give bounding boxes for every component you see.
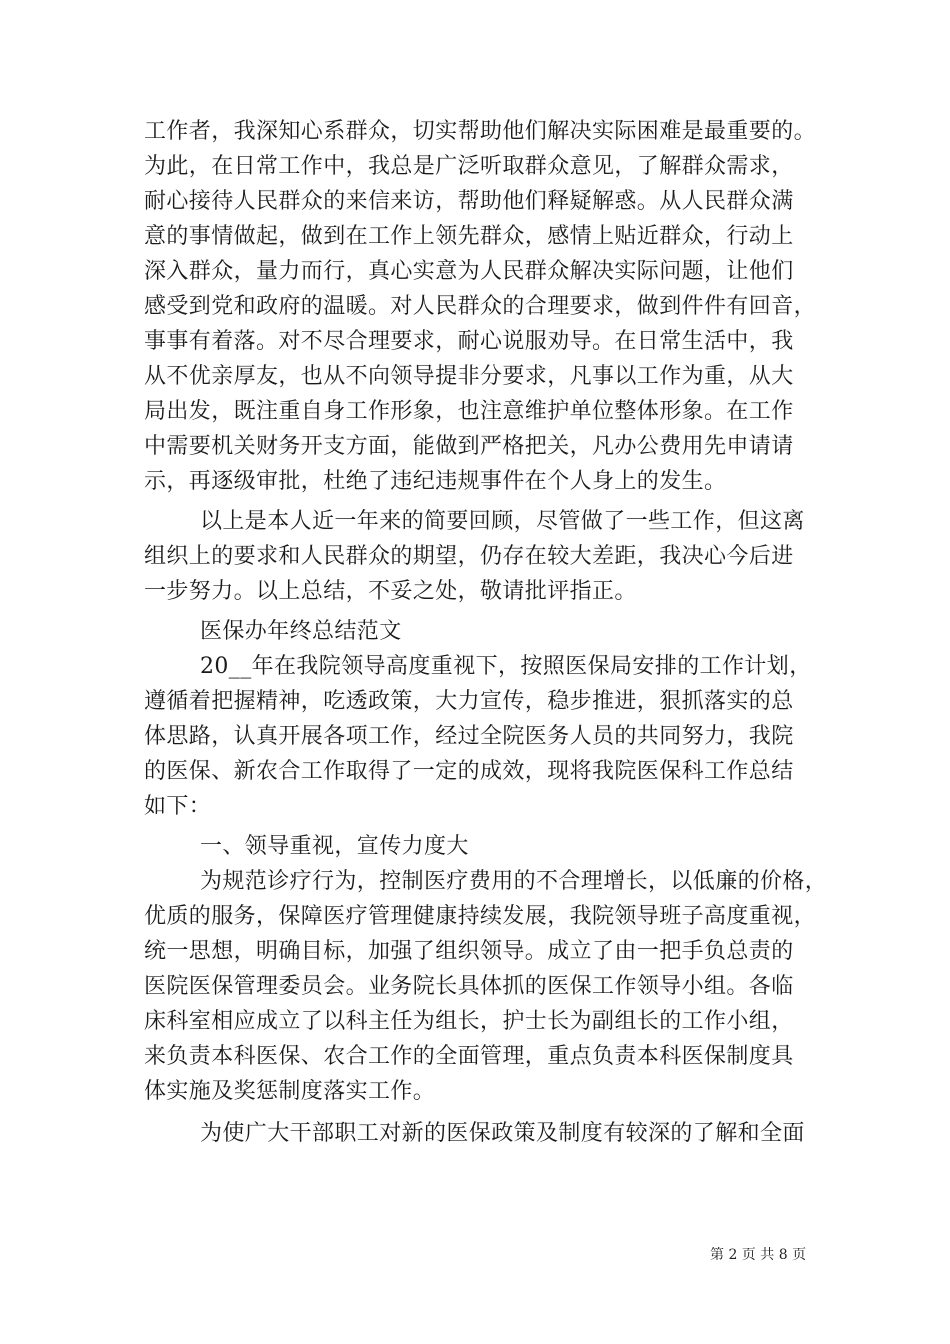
text-line: 从不优亲厚友，也从不向领导提非分要求，凡事以工作为重，从大 <box>144 364 794 389</box>
text-line: 耐心接待人民群众的来信来访，帮助他们释疑解惑。从人民群众满 <box>144 189 794 214</box>
paragraph-start-line: 为使广大干部职工对新的医保政策及制度有较深的了解和全面 <box>200 1121 805 1146</box>
text-line: 统一思想，明确目标，加强了组织领导。成立了由一把手负总责的 <box>144 939 794 964</box>
text-line: 的医保、新农合工作取得了一定的成效，现将我院医保科工作总结 <box>144 759 794 784</box>
text-line: 事事有着落。对不尽合理要求，耐心说服劝导。在日常生活中，我 <box>144 329 794 354</box>
text-line: 示，再逐级审批，杜绝了违纪违规事件在个人身上的发生。 <box>144 469 727 494</box>
text-line: 为此，在日常工作中，我总是广泛听取群众意见，了解群众需求， <box>144 154 794 179</box>
page-number: 第 2 页 共 8 页 <box>710 1247 807 1263</box>
text-line: 深入群众，量力而行，真心实意为人民群众解决实际问题，让他们 <box>144 259 794 284</box>
text-line: 感受到党和政府的温暖。对人民群众的合理要求，做到件件有回音， <box>144 294 817 319</box>
paragraph-start-line: 以上是本人近一年来的简要回顾，尽管做了一些工作，但这离 <box>200 509 805 534</box>
text-line: 工作者，我深知心系群众，切实帮助他们解决实际困难是最重要的。 <box>144 119 817 144</box>
text-line: 遵循着把握精神，吃透政策，大力宣传，稳步推进，狠抓落实的总 <box>144 689 794 714</box>
paragraph-start-line: 20__年在我院领导高度重视下，按照医保局安排的工作计划， <box>200 654 812 679</box>
paragraph-start-line: 为规范诊疗行为，控制医疗费用的不合理增长，以低廉的价格， <box>200 869 828 894</box>
text-line: 中需要机关财务开支方面，能做到严格把关，凡办公费用先申请请 <box>144 434 794 459</box>
text-line: 局出发，既注重自身工作形象，也注意维护单位整体形象。在工作 <box>144 399 794 424</box>
text-line: 医院医保管理委员会。业务院长具体抓的医保工作领导小组。各临 <box>144 974 794 999</box>
text-line: 体思路，认真开展各项工作，经过全院医务人员的共同努力，我院 <box>144 724 794 749</box>
section-title: 医保办年终总结范文 <box>200 619 402 644</box>
text-line: 优质的服务，保障医疗管理健康持续发展，我院领导班子高度重视， <box>144 904 817 929</box>
text-line: 一步努力。以上总结，不妥之处，敬请批评指正。 <box>144 579 637 604</box>
text-line: 意的事情做起，做到在工作上领先群众，感情上贴近群众，行动上 <box>144 224 794 249</box>
text-line: 来负责本科医保、农合工作的全面管理，重点负责本科医保制度具 <box>144 1044 794 1069</box>
text-line: 如下： <box>144 794 212 819</box>
text-line: 组织上的要求和人民群众的期望，仍存在较大差距，我决心今后进 <box>144 544 794 569</box>
subsection-heading: 一、领导重视，宣传力度大 <box>200 834 469 859</box>
text-line: 体实施及奖惩制度落实工作。 <box>144 1079 436 1104</box>
text-line: 床科室相应成立了以科主任为组长，护士长为副组长的工作小组， <box>144 1009 794 1034</box>
